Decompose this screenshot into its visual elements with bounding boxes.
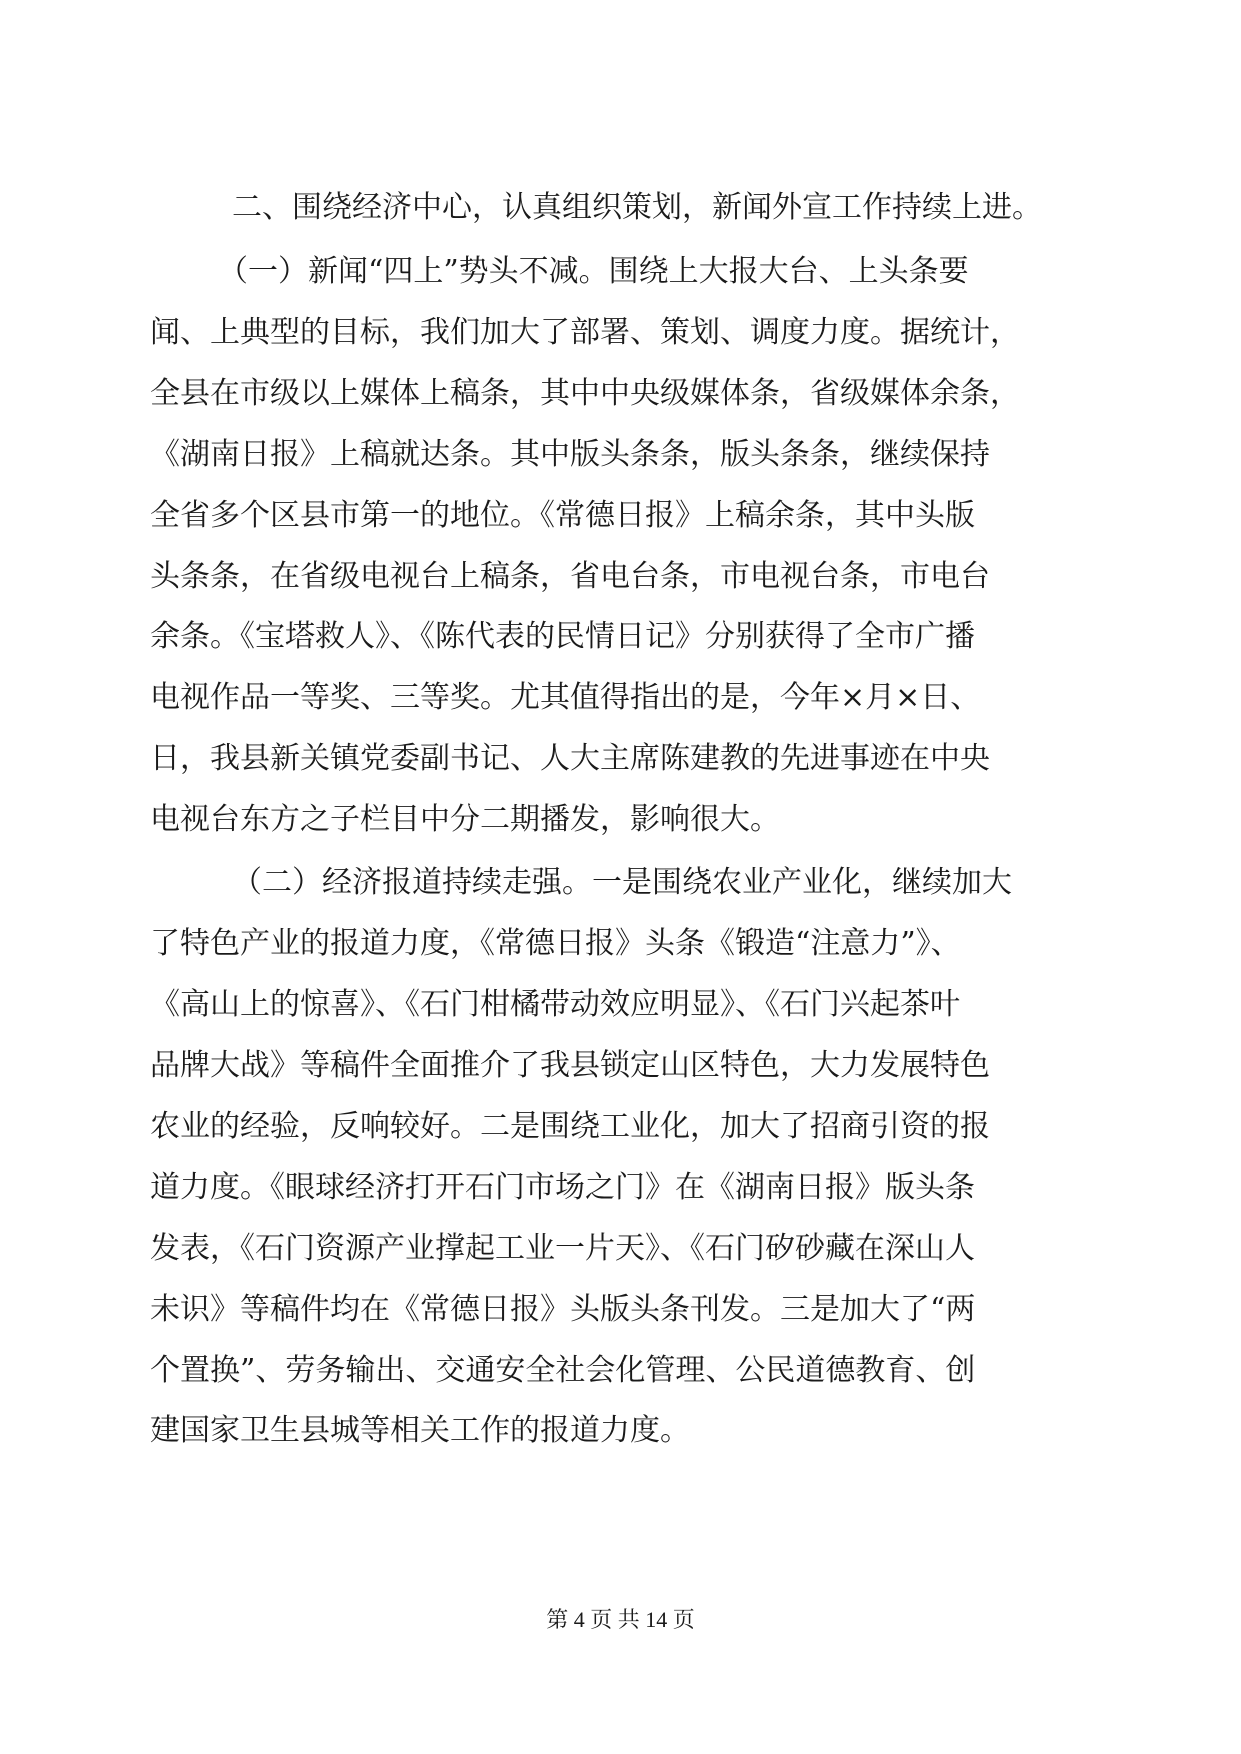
paragraph-line: 全省多个区县市第一的地位。《常德日报》上稿余条，其中头版 xyxy=(150,498,975,533)
paragraph-line: 闻、上典型的目标，我们加大了部署、策划、调度力度。据统计， xyxy=(150,315,1020,350)
paragraph-line: 《高山上的惊喜》、《石门柑橘带动效应明显》、《石门兴起茶叶 xyxy=(150,987,960,1022)
paragraph-line: 农业的经验，反响较好。二是围绕工业化，加大了招商引资的报 xyxy=(150,1109,990,1144)
paragraph-line: 余条。《宝塔救人》、《陈代表的民情日记》分别获得了全市广播 xyxy=(150,619,975,654)
paragraph-line: 电视作品一等奖、三等奖。尤其值得指出的是，今年×月×日、 xyxy=(150,680,981,715)
paragraph-line: 品牌大战》等稿件全面推介了我县锁定山区特色，大力发展特色 xyxy=(150,1048,990,1083)
paragraph-line: 道力度。《眼球经济打开石门市场之门》在《湖南日报》版头条 xyxy=(150,1170,975,1205)
paragraph-line: 《湖南日报》上稿就达条。其中版头条条，版头条条，继续保持 xyxy=(150,437,990,472)
page-number-label: 第 4 页 共 14 页 xyxy=(546,1607,695,1632)
paragraph-line: 建国家卫生县城等相关工作的报道力度。 xyxy=(150,1413,690,1448)
paragraph-line: 了特色产业的报道力度，《常德日报》头条《锻造“注意力”》、 xyxy=(150,926,961,961)
paragraph-line: 电视台东方之子栏目中分二期播发，影响很大。 xyxy=(150,802,780,837)
section-heading: 二、围绕经济中心，认真组织策划，新闻外宣工作持续上进。 xyxy=(232,190,1042,225)
page-footer xyxy=(0,1606,1241,1634)
paragraph-line: （二）经济报道持续走强。一是围绕农业产业化，继续加大 xyxy=(232,865,1012,900)
paragraph-line: 发表，《石门资源产业撑起工业一片天》、《石门矽砂藏在深山人 xyxy=(150,1231,975,1266)
paragraph-line: 未识》等稿件均在《常德日报》头版头条刊发。三是加大了“两 xyxy=(150,1292,976,1327)
paragraph-line: 个置换”、劳务输出、交通安全社会化管理、公民道德教育、创 xyxy=(150,1353,976,1388)
paragraph-line: 日，我县新关镇党委副书记、人大主席陈建教的先进事迹在中央 xyxy=(150,741,990,776)
paragraph-line: 头条条，在省级电视台上稿条，省电台条，市电视台条，市电台 xyxy=(150,559,990,594)
paragraph-line: 全县在市级以上媒体上稿条，其中中央级媒体条，省级媒体余条， xyxy=(150,376,1020,411)
paragraph-line: （一）新闻“四上”势头不减。围绕上大报大台、上头条要 xyxy=(218,254,969,289)
